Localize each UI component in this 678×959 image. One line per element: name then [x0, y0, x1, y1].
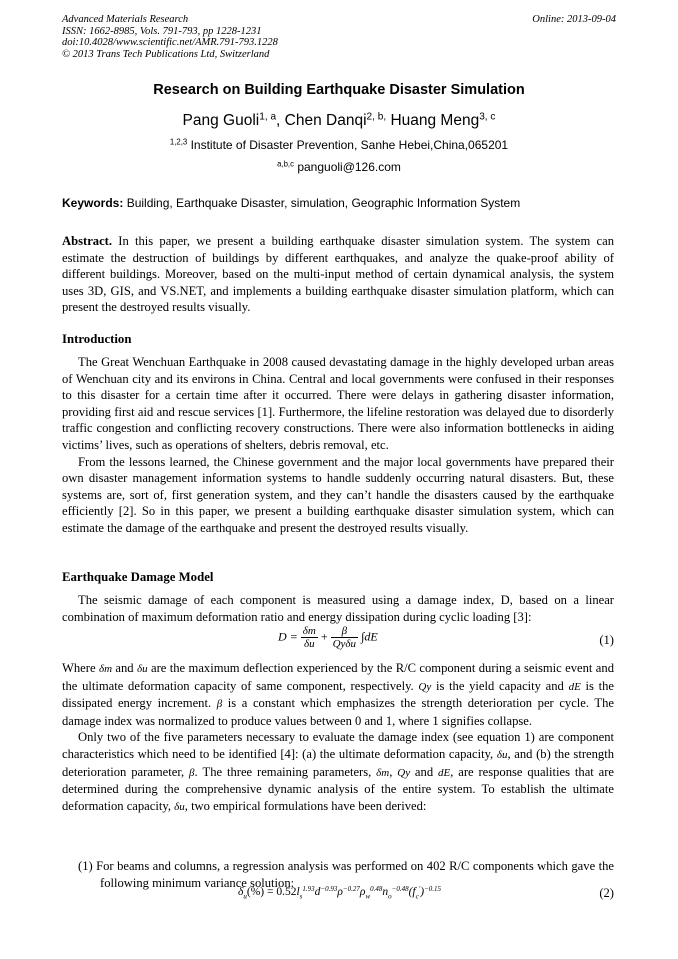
paragraph: The seismic damage of each component is measured using a damage index, D, based on a linear combination of maximum deformation ratio and energy dissipation during cyclic loading [3]:	[62, 593, 614, 624]
text: is the yield capacity and	[431, 678, 569, 693]
abstract-text: In this paper, we present a building earthquake disaster simulation system. The system can estimate the destruction of buildings by different earthquakes, and analyze the quake-proof ability of different buildings. Moreover, based on the multi-input method of certain dynamical analysis, the system uses 3D, GIS, and VS.NET, and implements a building earthquake disaster simulation platform, which can present the destroyed results visually.	[62, 234, 614, 315]
journal-name: Advanced Materials Research	[62, 14, 189, 25]
text: is a constant which emphasizes the strength deterioration per cycle. The damage index was normalized to produce values between 0 and 1, where 1 signifies collapse.	[62, 696, 614, 728]
text: , are response qualities that are determined during the comprehensive dynamic analysis of the entire system. To establish the ultimate deformation capacity,	[62, 764, 615, 813]
email	[0, 160, 678, 174]
affiliation	[0, 138, 678, 152]
fraction	[301, 625, 318, 650]
equation-2	[62, 886, 614, 906]
text: is the dissipated energy increment.	[62, 678, 614, 711]
symbol: dE	[568, 680, 581, 693]
affiliation-text: Institute of Disaster Prevention, Sanhe Hebei,China,065201	[187, 138, 509, 152]
affiliation-sup: 1,2,3	[169, 137, 188, 147]
damage-model-intro	[62, 592, 614, 625]
plus-sign: +	[320, 629, 328, 644]
doi-line: doi:10.4028/www.scientific.net/AMR.791-793.1228	[62, 37, 278, 49]
symbol: δu	[496, 748, 508, 761]
email-sup: a,b,c	[277, 159, 294, 169]
damage-model-definitions	[62, 660, 614, 815]
symbol: δm	[376, 766, 390, 779]
text: Only two of the five parameters necessary to evaluate the damage index (see equation 1) are component characteristics which need to be identified [4]: (a) the ultimate deformation capacity,	[62, 730, 614, 761]
symbol: β	[216, 698, 223, 711]
equation-2-body: $\delta_u(\%) = 0.52l_s^{1.93}d^{-0.93}\rho^{-0.27}\rho_w^{0.48}n_o^{-0.48}(f_c')^{-0.15}$	[238, 885, 442, 901]
author-name: Pang Guoli	[182, 112, 260, 129]
introduction-body	[62, 354, 614, 537]
symbol: δu	[136, 663, 148, 675]
symbol: Qy	[418, 680, 432, 693]
keywords-label: Keywords:	[62, 196, 124, 210]
text: , and (b) the strength deterioration parameter,	[62, 746, 615, 779]
paragraph: The Great Wenchuan Earthquake in 2008 caused devastating damage in the highly developed urban areas of Wenchuan city and its environs in China. Central and local governments were confused in their responses to this disaster for a certain time after it occurred. There were delays in gathering disaster information, providing first aid and rescue services [1]. Furthermore, the lifeline restoration was delayed due to disorderly traffic congestion and conflicting recovery constructions. There were also information bottlenecks in aiding victims’ lives, such as operations of shelters, debris removal, etc.	[62, 355, 614, 452]
equation-number: (2)	[599, 886, 614, 900]
symbol: δm	[98, 663, 113, 675]
section-heading-introduction: Introduction	[62, 332, 132, 346]
author-name: Chen Danqi	[284, 112, 367, 129]
online-date: Online: 2013-09-04	[532, 14, 616, 25]
author-sup: 1, a	[259, 111, 277, 123]
copyright-line: © 2013 Trans Tech Publications Ltd, Switzerland	[62, 48, 270, 60]
text: . The three remaining parameters,	[194, 764, 377, 779]
abstract-label: Abstract.	[62, 234, 113, 248]
symbol: β	[189, 766, 195, 779]
eq-lhs: D =	[278, 629, 298, 644]
equation-number: (1)	[599, 633, 614, 647]
text: Where	[62, 661, 99, 675]
text: and	[112, 661, 137, 675]
denominator: Qyδu	[332, 638, 357, 650]
section-heading-damage-model: Earthquake Damage Model	[62, 570, 214, 584]
keywords	[62, 196, 520, 210]
symbol: dE	[437, 766, 451, 779]
email-address[interactable]: panguoli@126.com	[293, 160, 401, 174]
symbol: Qy	[397, 766, 411, 779]
author-sup: 3, c	[479, 111, 496, 123]
author-sup: 2, b,	[366, 111, 387, 123]
paragraph: From the lessons learned, the Chinese government and the major local governments have prepared their own disaster management information systems to handle suddenly occurring natural disasters. But, these systems are, sort of, first generation system, and they can’t handle the disasters caused by the earthquake efficiently [2]. So in this paper, we present a building earthquake disaster simulation system, which can estimate the damage of the earthquake and present the destroyed results visually.	[62, 454, 614, 535]
keywords-text: Building, Earthquake Disaster, simulation, Geographic Information System	[123, 196, 521, 210]
numerator: δm	[302, 625, 316, 637]
journal-header	[62, 14, 278, 60]
author-name: Huang Meng	[390, 112, 480, 129]
abstract	[62, 233, 614, 316]
equation-1	[62, 625, 614, 659]
numerator: β	[331, 625, 358, 638]
symbol: δu	[174, 800, 185, 813]
denominator: δu	[303, 638, 315, 650]
integral-term: ∫dE	[361, 629, 378, 644]
fraction	[331, 625, 358, 650]
list-item-text: (1) For beams and columns, a regression analysis was performed on 402 R/C components which gave the following minimum variance solution:	[78, 859, 614, 890]
text: and	[410, 764, 438, 779]
text: ,	[389, 764, 398, 779]
author-separator: ,	[276, 112, 285, 129]
issn-line: ISSN: 1662-8985, Vols. 791-793, pp 1228-1231	[62, 25, 262, 37]
text: , two empirical formulations have been derived:	[184, 798, 427, 813]
paper-title: Research on Building Earthquake Disaster Simulation	[153, 82, 525, 98]
author-list	[0, 112, 678, 130]
text: are the maximum deflection experienced by the R/C component during a seismic event and the ultimate deformation capacity of same component, respectively.	[62, 661, 614, 693]
